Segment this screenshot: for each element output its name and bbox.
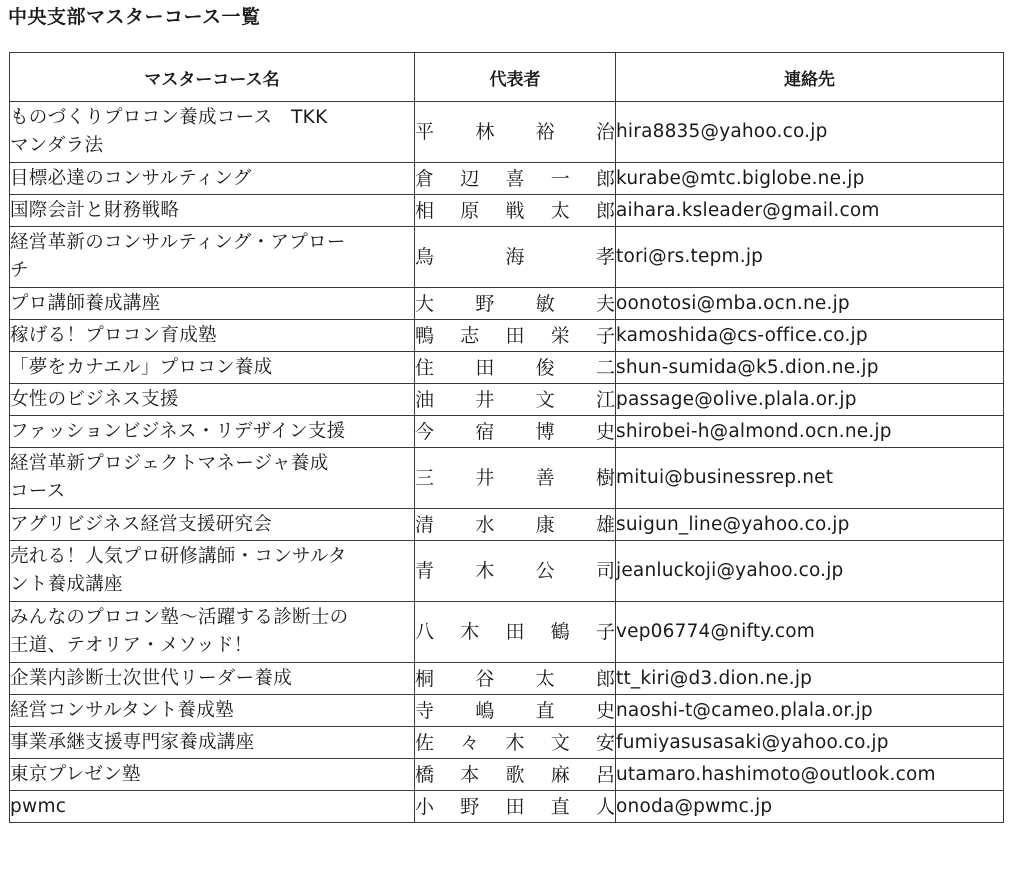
representative-cell: 鴨 志 田 栄 子 [415,320,616,352]
page-title: 中央支部マスターコース一覧 [8,6,261,28]
course-name-cell: pwmc [10,791,415,823]
table-row [10,448,1004,509]
representative-cell: 三 井 善 樹 [415,448,616,509]
contact-email-cell: kamoshida@cs-office.co.jp [616,320,1004,352]
representative-cell: 倉 辺 喜 一 郎 [415,163,616,195]
course-name-cell: ものづくりプロコン養成コース TKK マンダラ法 [10,102,415,163]
table-header [10,53,1004,102]
column-header-contact: 連絡先 [616,53,1004,102]
table-row [10,509,1004,541]
representative-cell: 桐 谷 太 郎 [415,663,616,695]
contact-email-cell: onoda@pwmc.jp [616,791,1004,823]
course-name-cell: 稼げる！プロコン育成塾 [10,320,415,352]
master-course-table [9,52,1004,823]
table-row [10,227,1004,288]
representative-cell: 大 野 敏 夫 [415,288,616,320]
table-row [10,602,1004,663]
contact-email-cell: naoshi-t@cameo.plala.or.jp [616,695,1004,727]
course-name-cell: ファッションビジネス・リデザイン支援 [10,416,415,448]
table-row [10,541,1004,602]
representative-cell: 油 井 文 江 [415,384,616,416]
contact-email-cell: shirobei-h@almond.ocn.ne.jp [616,416,1004,448]
table-row [10,759,1004,791]
course-name-cell: 東京プレゼン塾 [10,759,415,791]
table-row [10,695,1004,727]
representative-cell: 清 水 康 雄 [415,509,616,541]
contact-email-cell: suigun_line@yahoo.co.jp [616,509,1004,541]
course-name-cell: アグリビジネス経営支援研究会 [10,509,415,541]
contact-email-cell: passage@olive.plala.or.jp [616,384,1004,416]
representative-cell: 青 木 公 司 [415,541,616,602]
representative-cell: 平 林 裕 治 [415,102,616,163]
representative-cell: 住 田 俊 二 [415,352,616,384]
course-name-cell: 国際会計と財務戦略 [10,195,415,227]
contact-email-cell: mitui@businessrep.net [616,448,1004,509]
table-body [10,102,1004,823]
representative-cell: 寺 嶋 直 史 [415,695,616,727]
representative-cell: 八 木 田 鶴 子 [415,602,616,663]
header-row [10,53,1004,102]
contact-email-cell: fumiyasusasaki@yahoo.co.jp [616,727,1004,759]
contact-email-cell: vep06774@nifty.com [616,602,1004,663]
course-name-cell: 売れる！人気プロ研修講師・コンサルタ ント養成講座 [10,541,415,602]
contact-email-cell: tt_kiri@d3.dion.ne.jp [616,663,1004,695]
column-header-representative: 代表者 [415,53,616,102]
course-name-cell: 事業承継支援専門家養成講座 [10,727,415,759]
course-name-cell: みんなのプロコン塾～活躍する診断士の 王道、テオリア・メソッド！ [10,602,415,663]
contact-email-cell: tori@rs.tepm.jp [616,227,1004,288]
column-header-course: マスターコース名 [10,53,415,102]
contact-email-cell: shun-sumida@k5.dion.ne.jp [616,352,1004,384]
contact-email-cell: hira8835@yahoo.co.jp [616,102,1004,163]
table-row [10,195,1004,227]
representative-cell: 鳥 海 孝 [415,227,616,288]
representative-cell: 佐 々 木 文 安 [415,727,616,759]
table-row [10,791,1004,823]
contact-email-cell: aihara.ksleader@gmail.com [616,195,1004,227]
course-name-cell: 目標必達のコンサルティング [10,163,415,195]
table-row [10,352,1004,384]
course-name-cell: 企業内診断士次世代リーダー養成 [10,663,415,695]
course-name-cell: 「夢をカナエル」プロコン養成 [10,352,415,384]
course-name-cell: プロ講師養成講座 [10,288,415,320]
contact-email-cell: utamaro.hashimoto@outlook.com [616,759,1004,791]
course-name-cell: 女性のビジネス支援 [10,384,415,416]
course-name-cell: 経営コンサルタント養成塾 [10,695,415,727]
table-row [10,416,1004,448]
representative-cell: 橋 本 歌 麻 呂 [415,759,616,791]
representative-cell: 小 野 田 直 人 [415,791,616,823]
contact-email-cell: oonotosi@mba.ocn.ne.jp [616,288,1004,320]
contact-email-cell: jeanluckoji@yahoo.co.jp [616,541,1004,602]
table-row [10,288,1004,320]
table-row [10,102,1004,163]
table-row [10,163,1004,195]
representative-cell: 相 原 戦 太 郎 [415,195,616,227]
representative-cell: 今 宿 博 史 [415,416,616,448]
course-name-cell: 経営革新プロジェクトマネージャ養成 コース [10,448,415,509]
contact-email-cell: kurabe@mtc.biglobe.ne.jp [616,163,1004,195]
table-row [10,663,1004,695]
course-name-cell: 経営革新のコンサルティング・アプロー チ [10,227,415,288]
table-row [10,727,1004,759]
table-row [10,320,1004,352]
table-row [10,384,1004,416]
